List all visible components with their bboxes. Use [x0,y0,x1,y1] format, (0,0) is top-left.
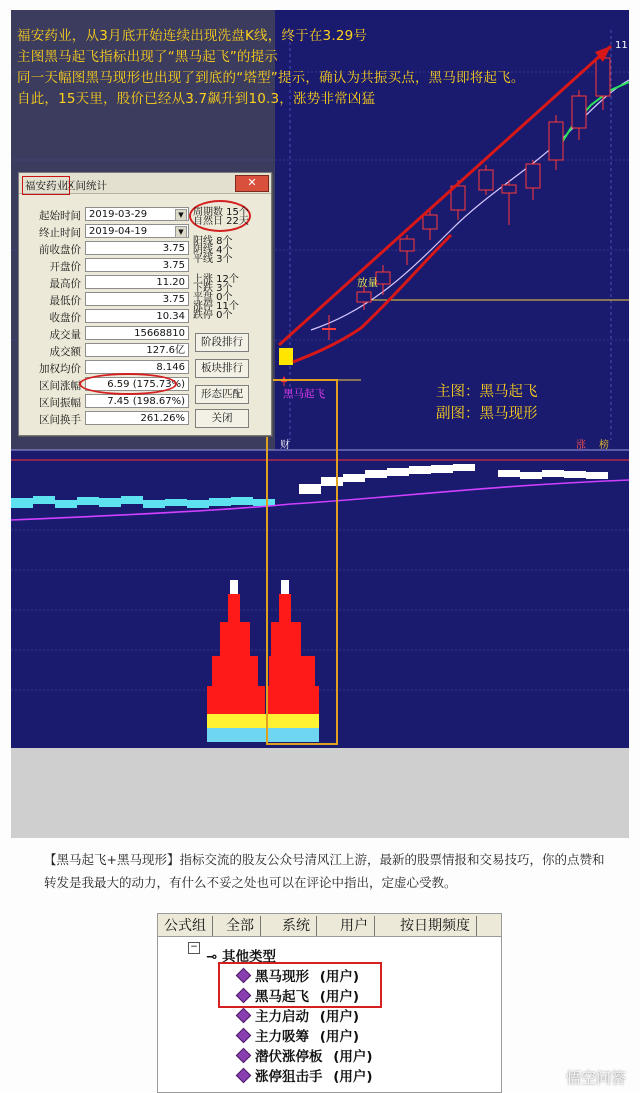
stat-limit-up: 涨停 11个 [193,301,239,312]
row-value: 7.45 (198.67%) [85,394,189,408]
pattern-match-button[interactable]: 形态匹配 [195,385,249,404]
row-label: 收盘价 [49,312,81,324]
main-chart-label: 主图：黑马起飞 [436,384,538,400]
stat-flat: 平线 3个 [193,254,233,265]
interval-stats-dialog[interactable] [18,172,272,436]
list-marker: 榜 [599,440,609,451]
stat-limit-down: 跌停 0个 [193,310,233,321]
stat-up: 上涨 12个 [193,274,239,285]
formula-item[interactable] [238,1045,373,1065]
formula-item[interactable] [238,1025,359,1045]
formula-item[interactable] [238,1065,373,1085]
chevron-down-icon[interactable]: ▼ [175,226,187,238]
formula-name: 主力吸筹 [255,1029,309,1045]
formula-name: 黑马现形 [255,969,309,985]
start-date-value: 2019-03-29 [89,209,148,220]
row-value: 10.34 [85,309,189,323]
row-start-time [19,207,189,223]
row-value: 3.75 [85,241,189,255]
dialog-stats-tab[interactable]: 区间统计 [65,180,107,192]
caption-line-3: 同一天幅图黑马现形也出现了到底的“塔型”提示，确认为共振买点，黑马即将起飞。 [17,70,525,86]
row-open [19,258,189,274]
stock-chart-panel[interactable] [11,10,629,748]
row-label: 区间振幅 [39,397,81,409]
formula-icon [236,1048,252,1064]
sub-chart-label: 副图：黑马现形 [436,406,538,422]
tab-formula-group[interactable]: 公式组 [158,916,213,936]
stat-yin: 阴线 4个 [193,245,233,256]
gain-highlight-oval [79,373,177,395]
row-label: 开盘价 [49,261,81,273]
top-price-label: 11 [615,40,628,51]
formula-tag: (用户) [319,1009,360,1025]
formula-icon [236,1068,252,1084]
chevron-down-icon[interactable]: ▼ [175,209,187,221]
stat-periods: 周期数 15个 [193,207,249,218]
finance-marker: 财 [280,440,290,451]
row-volume [19,326,189,342]
volume-surge-label: 放量 [357,277,378,289]
tab-user[interactable]: 用户 [334,916,375,936]
row-end-time [19,224,189,240]
formula-icon [236,1028,252,1044]
stat-natural-days: 自然日 22天 [193,216,249,227]
row-label: 成交额 [49,346,81,358]
row-high [19,275,189,291]
formula-highlight-box [218,962,382,1008]
formula-item[interactable] [238,1005,359,1025]
dialog-stock-tab[interactable]: 福安药业 [22,176,70,195]
group-label: 其他类型 [222,949,277,965]
stat-yang: 阳线 8个 [193,236,233,247]
stat-unchanged: 平盘 0个 [193,292,233,303]
formula-list-panel[interactable] [157,913,502,1093]
row-close [19,309,189,325]
watermark: 悟空问答 [565,1069,626,1087]
close-button[interactable]: 关闭 [195,409,249,428]
formula-name: 黑马起飞 [255,989,309,1005]
row-value: 127.6亿 [85,343,189,357]
formula-name: 涨停狙击手 [255,1069,323,1085]
sector-rank-button[interactable]: 板块排行 [195,359,249,378]
row-interval-turnover [19,411,189,427]
row-prev-close [19,241,189,257]
row-label: 前收盘价 [39,244,81,256]
formula-name: 潜伏涨停板 [255,1049,323,1065]
row-label: 终止时间 [39,227,81,239]
formula-name: 主力启动 [255,1009,309,1025]
dialog-title-bar [19,173,271,194]
row-value: 6.59 (175.73%) [85,377,189,391]
row-value: 3.75 [85,258,189,272]
row-label: 加权均价 [39,363,81,375]
tab-by-frequency[interactable]: 按日期频度 [394,916,477,936]
row-value: 11.20 [85,275,189,289]
row-label: 成交量 [49,329,81,341]
row-label: 最高价 [49,278,81,290]
formula-tag: (用户) [319,1029,360,1045]
separator-band [11,748,629,838]
row-label: 起始时间 [39,210,81,222]
formula-tag: (用户) [333,1049,373,1065]
close-icon[interactable]: ✕ [235,175,269,192]
row-value: 261.26% [85,411,189,425]
row-label: 区间涨幅 [39,380,81,392]
row-amount [19,343,189,359]
end-date-value: 2019-04-19 [89,226,148,237]
row-interval-amplitude [19,394,189,410]
formula-tag: (用户) [319,969,360,985]
row-value: 3.75 [85,292,189,306]
row-low [19,292,189,308]
formula-icon [236,1008,252,1024]
signal-label: 黑马起飞 [283,388,325,400]
caption-line-2: 主图黑马起飞指标出现了“黑马起飞”的提示 [17,49,278,65]
formula-tabs [158,914,501,937]
group-other-types[interactable]: ⊸ 其他类型 [206,949,277,965]
article-note: 【黑马起飞+黑马现形】指标交流的股友公众号清风江上游，最新的股票情报和交易技巧，你的点赞和转发是我最大的动力，有什么不妥之处也可以在评论中指出，定虚心受教。 [44,852,605,890]
row-label: 最低价 [49,295,81,307]
tower-signal-1 [207,580,267,742]
rise-marker: 涨 [576,440,586,451]
stat-down: 下跌 3个 [193,283,233,294]
end-date-select[interactable] [85,224,189,238]
caption-line-1: 福安药业，从3月底开始连续出现洗盘K线，终于在3.29号 [17,28,368,44]
start-date-select[interactable] [85,207,189,221]
tab-system[interactable]: 系统 [276,916,317,936]
collapse-icon[interactable]: − [188,942,200,954]
row-value: 8.146 [85,360,189,374]
caption-line-4: 自此，15天里，股价已经从3.7飙升到10.3，涨势非常凶猛 [17,91,376,107]
row-value: 15668810 [85,326,189,340]
stage-rank-button[interactable]: 阶段排行 [195,333,249,352]
tower-signal-2 [267,580,319,742]
row-label: 区间换手 [39,414,81,426]
formula-tag: (用户) [333,1069,373,1085]
tab-all[interactable]: 全部 [220,916,261,936]
formula-tag: (用户) [319,989,360,1005]
